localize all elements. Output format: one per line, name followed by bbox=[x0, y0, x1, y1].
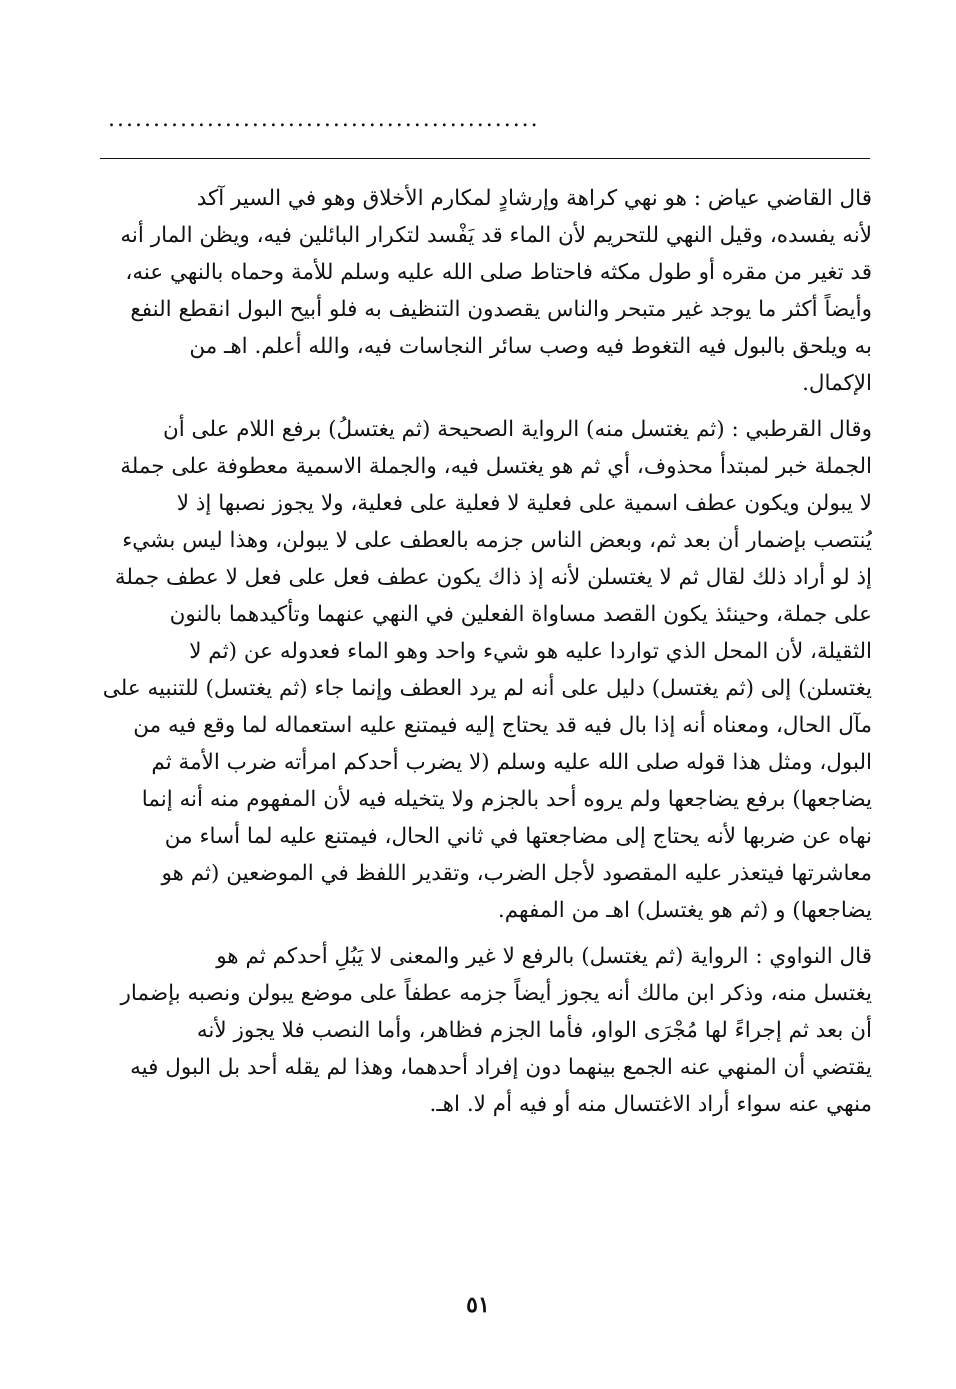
text-line: على جملة، وحينئذ يكون القصد مساواة الفعلين في النهي عنهما وتأكيدهما بالنون bbox=[169, 602, 872, 627]
text-line: لأنه يفسده، وقيل النهي للتحريم لأن الماء قد يَفْسد لتكرار البائلين فيه، ويظن المار أنه bbox=[120, 223, 872, 248]
text-line: يُنتصب بإضمار أن بعد ثم، وبعض الناس جزمه بالعطف على لا يبولن، وهذا ليس بشيء bbox=[122, 528, 872, 553]
page-number: ٥١ bbox=[466, 1292, 490, 1318]
text-line: قال القاضي عياض : هو نهي كراهة وإرشادٍ لمكارم الأخلاق وهو في السير آكد bbox=[196, 186, 872, 211]
paragraph-qurtubi bbox=[100, 411, 872, 929]
text-line: الثقيلة، لأن المحل الذي تواردا عليه هو شيء واحد وهو الماء فعدوله عن (ثم لا bbox=[189, 639, 872, 664]
text-line: يضاجعها) و (ثم هو يغتسل) اهـ من المفهم. bbox=[497, 898, 872, 923]
text-line: البول، ومثل هذا قوله صلى الله عليه وسلم (لا يضرب أحدكم امرأته ضرب الأمة ثم bbox=[151, 750, 872, 775]
paragraph-qadi-iyad bbox=[100, 180, 872, 402]
dotted-separator: ................................................ bbox=[108, 107, 540, 132]
body-text bbox=[100, 180, 872, 1123]
paragraph-nawawi bbox=[100, 938, 872, 1123]
text-line: نهاه عن ضربها لأنه يحتاج إلى مضاجعتها في ثاني الحال، فيمتنع عليه لما أساء من bbox=[164, 824, 872, 849]
text-line: به ويلحق بالبول فيه التغوط فيه وصب سائر النجاسات فيه، والله أعلم. اهـ من bbox=[189, 334, 872, 359]
text-line: قال النواوي : الرواية (ثم يغتسل) بالرفع لا غير والمعنى لا يَبُلِ أحدكم ثم هو bbox=[216, 944, 872, 969]
text-line: منهي عنه سواء أراد الاغتسال منه أو فيه أم لا. اهـ. bbox=[429, 1092, 872, 1117]
text-line: معاشرتها فيتعذر عليه المقصود لأجل الضرب، وتقدير اللفظ في الموضعين (ثم هو bbox=[161, 861, 872, 886]
text-line: أن بعد ثم إجراءً لها مُجْرَى الواو، فأما الجزم فظاهر، وأما النصب فلا يجوز لأنه bbox=[196, 1018, 872, 1043]
text-line: الجملة خبر لمبتدأ محذوف، أي ثم هو يغتسل فيه، والجملة الاسمية معطوفة على جملة bbox=[120, 454, 872, 479]
text-line: مآل الحال، ومعناه أنه إذا بال فيه قد يحتاج إليه فيمتنع عليه استعماله لما وقع فيه من bbox=[133, 713, 872, 738]
text-line: يغتسل منه، وذكر ابن مالك أنه يجوز أيضاً جزمه عطفاً على موضع يبولن ونصبه بإضمار bbox=[120, 981, 872, 1006]
text-line: قد تغير من مقره أو طول مكثه فاحتاط صلى الله عليه وسلم للأمة وحماه بالنهي عنه، bbox=[125, 260, 872, 285]
text-line: وقال القرطبي : (ثم يغتسل منه) الرواية الصحيحة (ثم يغتسلُ) برفع اللام على أن bbox=[162, 417, 872, 442]
text-line: يقتضي أن المنهي عنه الجمع بينهما دون إفراد أحدهما، وهذا لم يقله أحد بل البول فيه bbox=[130, 1055, 872, 1080]
text-line: يضاجعها) برفع يضاجعها ولم يروه أحد بالجزم ولا يتخيله فيه لأن المفهوم منه أنه إنما bbox=[141, 787, 872, 812]
text-line: يغتسلن) إلى (ثم يغتسل) دليل على أنه لم يرد العطف وإنما جاء (ثم يغتسل) للتنبيه على bbox=[102, 676, 872, 701]
text-line: لا يبولن ويكون عطف اسمية على فعلية لا فعلية على فعلية، ولا يجوز نصبها إذ لا bbox=[176, 491, 872, 516]
horizontal-rule bbox=[100, 158, 870, 159]
text-line: إذ لو أراد ذلك لقال ثم لا يغتسلن لأنه إذ ذاك يكون عطف فعل على فعل لا عطف جملة bbox=[114, 565, 872, 590]
text-line: وأيضاً أكثر ما يوجد غير متبحر والناس يقصدون التنظيف به فلو أبيح البول انقطع النفع bbox=[130, 297, 872, 322]
text-line: الإكمال. bbox=[802, 371, 872, 396]
